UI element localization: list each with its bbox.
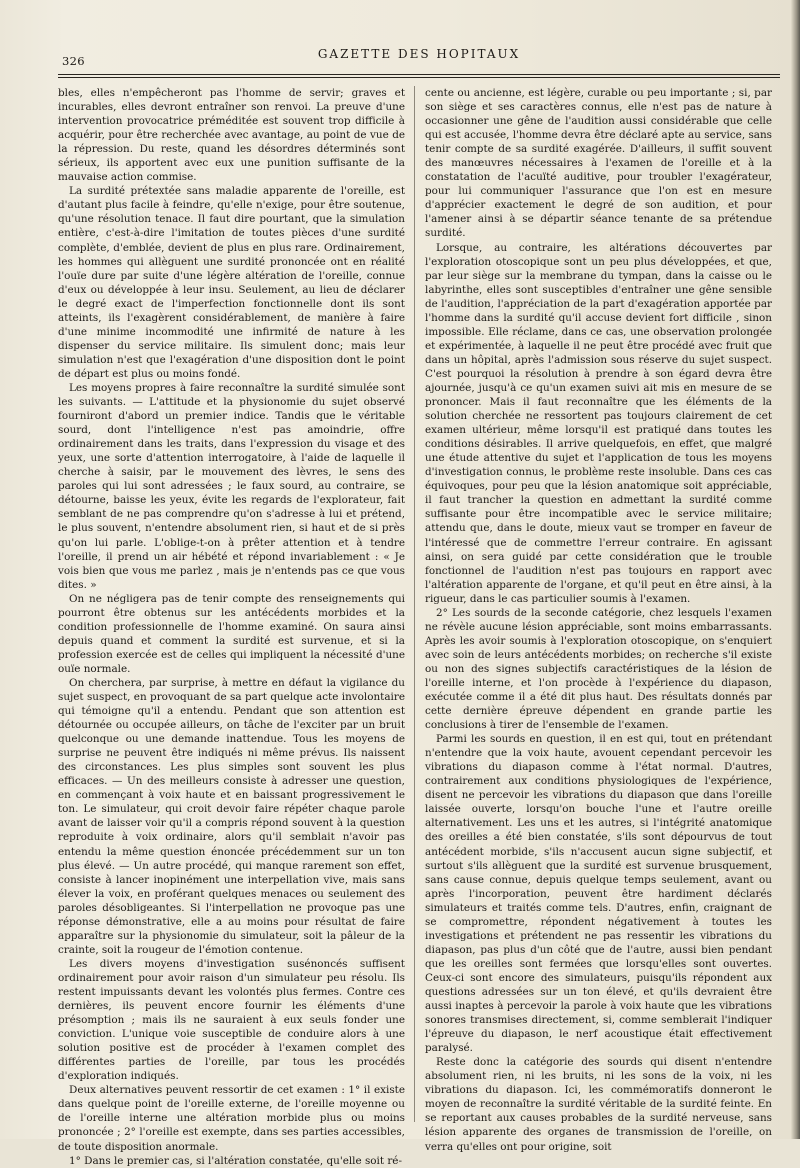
paragraph: 1° Dans le premier cas, si l'altération constatée, qu'elle soit ré- [69,1154,402,1167]
paragraph: Les divers moyens d'investigation susénoncés suffisent ordinairement pour avoir raison d'un simulateur peu résolu. Ils restent impuissants devant les volontés plus fermes. Contre ces dernières, ils peuvent encore fournir les éléments d'une présomption ; mais ils ne sauraient à eux seuls fonder une conviction. L'unique voie susceptible de conduire alors à une solution positive est de procéder à l'examen complet des différentes parties de l'oreille, par tous les procédés d'exploration indiqués. [58,957,405,1083]
paragraph: La surdité prétextée sans maladie apparente de l'oreille, est d'autant plus facile à feindre, qu'elle n'exige, pour être soutenue, qu'une résolution tenace. Il faut dire pourtant, que la simulation entière, c'est-à-dire l'imitation de toutes pièces d'une surdité complète, d'emblée, devient de plus en plus rare. Ordinairement, les hommes qui allèguent une surdité prononcée ont en réalité l'ouïe dure par suite d'une légère altération de l'oreille, connue d'eux ou développée à leur insu. Seulement, au lieu de déclarer le degré exact de l'imperfection fonctionnelle dont ils sont atteints, ils l'exagèrent considérablement, de manière à faire d'une minime incommodité une infirmité de nature à les dispenser du service militaire. Ils simulent donc; mais leur simulation n'est que l'exagération d'une disposition dont le point de départ est plus ou moins fondé. [58,185,405,380]
page-edge-shadow [791,0,800,1139]
paragraph: On cherchera, par surprise, à mettre en défaut la vigilance du sujet suspect, en provoquant de sa part quelque acte involontaire qui témoigne qu'il a entendu. Pendant que son attention est détournée ou occupée ailleurs, on tâche de l'exciter par un bruit quelconque ou une demande inattendue. Tous les moyens de surprise ne peuvent être indiqués ni même prévus. Ils naissent des circonstances. Les plus simples sont souvent les plus efficaces. — Un des meilleurs consiste à adresser une question, en commençant à voix haute et en baissant progressivement le ton. Le simulateur, qui croit devoir faire répéter chaque parole avant de laisser voir qu'il a compris répond souvent à la question reproduite à voix ordinaire, alors qu'il semblait n'avoir pas entendu la même question énoncée précédemment sur un ton plus élevé. — Un autre procédé, qui manque rarement son effet, consiste à lancer inopinément une interpellation vive, mais sans élever la voix, en proférant quelques menaces ou seulement des paroles désobligeantes. Si l'interpellation ne provoque pas une réponse démonstrative, elle a au moins pour résultat de faire apparaître sur la physionomie du simulateur, soit la pâleur de la crainte, soit la rougeur de l'émotion contenue. [58,676,405,956]
page-header [58,42,780,72]
paragraph: cente ou ancienne, est légère, curable ou peu importante ; si, par son siège et ses caractères connus, elle n'est pas de nature à occasionner une gêne de l'audition aussi considérable que celle qui est accusée, l'homme devra être déclaré apte au service, sans tenir compte de sa surdité exagérée. D'ailleurs, il suffit souvent des manœuvres nécessaires à l'examen de l'oreille et à la constatation de l'acuïté auditive, pour troubler l'exagérateur, pour lui communiquer l'assurance que l'on est en mesure d'apprécier exactement le degré de son audition, et pour l'amener ainsi à se départir séance tenante de sa prétendue surdité. [425,87,772,240]
header-rule-bottom [58,77,780,78]
paragraph: bles, elles n'empêcheront pas l'homme de servir; graves et incurables, elles devront entraîner son renvoi. La preuve d'une intervention provocatrice préméditée est souvent trop difficile à acquérir, pour être recherchée avec avantage, au point de vue de la répression. Du reste, quand les désordres déterminés sont sérieux, ils apportent avec eux une punition suffisante de la mauvaise action commise. [58,87,405,184]
paragraph: Reste donc la catégorie des sourds qui disent n'entendre absolument rien, ni les bruits, ni les sons de la voix, ni les vibrations du diapason. Ici, les commémoratifs donneront le moyen de reconnaître la surdité véritable de la surdité feinte. En se reportant aux causes probables de la surdité nerveuse, sans lésion apparente des organes de transmission de l'oreille, on verra qu'elles ont pour origine, soit [425,1056,772,1153]
journal-title: GAZETTE DES HOPITAUX [317,47,521,61]
paragraph: Deux alternatives peuvent ressortir de cet examen : 1° il existe dans quelque point de l'oreille externe, de l'oreille moyenne ou de l'oreille interne une altération morbide plus ou moins prononcée ; 2° l'oreille est exempte, dans ses parties accessibles, de toute disposition anormale. [58,1084,405,1153]
header-rule-top [58,74,780,75]
paragraph: On ne négligera pas de tenir compte des renseignements qui pourront être obtenus sur les antécédents morbides et la condition professionnelle de l'homme examiné. On saura ainsi depuis quand et comment la surdité est survenue, et si la profession exercée est de celles qui impliquent la nécessité d'une ouïe normale. [58,592,405,675]
paragraph: Les moyens propres à faire reconnaître la surdité simulée sont les suivants. — L'attitude et la physionomie du sujet observé fourniront d'abord un premier indice. Tandis que le véritable sourd, dont l'intelligence n'est pas amoindrie, offre ordinairement dans les traits, dans l'expression du visage et des yeux, une sorte d'attention interrogatoire, à l'aide de laquelle il cherche à saisir, par le mouvement des lèvres, le sens des paroles qui lui sont adressées ; le faux sourd, au contraire, se détourne, baisse les yeux, évite les regards de l'explorateur, fait semblant de ne pas comprendre qu'on s'adresse à lui et prétend, le plus souvent, n'entendre absolument rien, si haut et de si près qu'on lui parle. L'oblige-t-on à prêter attention et à tendre l'oreille, il prend un air hébété et répond invariablement : « Je vois bien que vous me parlez , mais je n'entends pas ce que vous dites. » [58,381,405,591]
page-number: 326 [62,54,85,68]
paragraph: Lorsque, au contraire, les altérations découvertes par l'exploration otoscopique sont un peu plus développées, et que, par leur siège sur la membrane du tympan, dans la caisse ou le labyrinthe, elles sont susceptibles d'entraîner une gêne sensible de l'audition, l'appréciation de la part d'exagération apportée par l'homme dans la surdité qu'il accuse devient fort difficile , sinon impossible. Elle réclame, dans ce cas, une observation prolongée et expérimentée, à laquelle il ne peut être procédé avec fruit que dans un hôpital, après l'admission sous réserve du sujet suspect. C'est pourquoi la résolution à prendre à son égard devra être ajournée, jusqu'à ce qu'un examen suivi ait mis en mesure de se prononcer. Mais il faut reconnaître que les éléments de la solution cherchée ne ressortent pas toujours clairement de cet examen ultérieur, même lorsqu'il est pratiqué dans toutes les conditions désirables. Il arrive quelquefois, en effet, que malgré une étude attentive du sujet et l'application de tous les moyens d'investigation connus, le problème reste insoluble. Dans ces cas équivoques, pour peu que la lésion anatomique soit appréciable, il faut trancher la question en admettant la surdité comme suffisante pour être incompatible avec le service militaire; attendu que, dans le doute, mieux vaut se tromper en faveur de l'intéressé que de commettre l'erreur contraire. En agissant ainsi, on sera guidé par cette considération que le trouble fonctionnel de l'audition n'est pas toujours en rapport avec l'altération apparente de l'organe, et qu'il peut en être ainsi, à la rigueur, dans le cas particulier soumis à l'examen. [425,241,772,605]
left-column [58,86,405,1167]
column-divider [414,86,415,1122]
paragraph: 2° Les sourds de la seconde catégorie, chez lesquels l'examen ne révèle aucune lésion appréciable, sont moins embarrassants. Après les avoir soumis à l'exploration otoscopique, on s'enquiert avec soin de leurs antécédents morbides; on recherche s'il existe ou non des signes subjectifs caractéristiques de la lésion de l'oreille interne, et l'on procède à l'expérience du diapason, exécutée comme il a été dit plus haut. Des résultats donnés par cette dernière épreuve dépendent en grande partie les conclusions à tirer de l'ensemble de l'examen. [425,606,772,732]
right-column [425,86,772,1153]
paragraph: Parmi les sourds en question, il en est qui, tout en prétendant n'entendre que la voix haute, avouent cependant percevoir les vibrations du diapason comme à l'état normal. D'autres, contrairement aux conditions physiologiques de l'expérience, disent ne percevoir les vibrations du diapason que dans l'oreille laissée ouverte, lorsqu'on bouche l'une et l'autre oreille alternativement. Les uns et les autres, si l'intégrité anatomique des oreilles a été bien constatée, s'ils sont dépourvus de tout antécédent morbide, s'ils n'accusent aucun signe subjectif, et surtout s'ils allèguent que la surdité est survenue brusquement, sans cause connue, depuis quelque temps seulement, avant ou après l'incorporation, peuvent être hardiment déclarés simulateurs et traités comme tels. D'autres, enfin, craignant de se compromettre, répondent négativement à toutes les investigations et prétendent ne pas ressentir les vibrations du diapason, pas plus d'un côté que de l'autre, aussi bien pendant que les oreilles sont fermées que lorsqu'elles sont ouvertes. Ceux-ci sont encore des simulateurs, puisqu'ils répondent aux questions adressées sur un ton élevé, et qu'ils devraient être aussi inaptes à percevoir la parole à voix haute que les vibrations sonores transmises directement, si, comme semblerait l'indiquer l'épreuve du diapason, le nerf acoustique était effectivement paralysé. [425,733,772,1055]
